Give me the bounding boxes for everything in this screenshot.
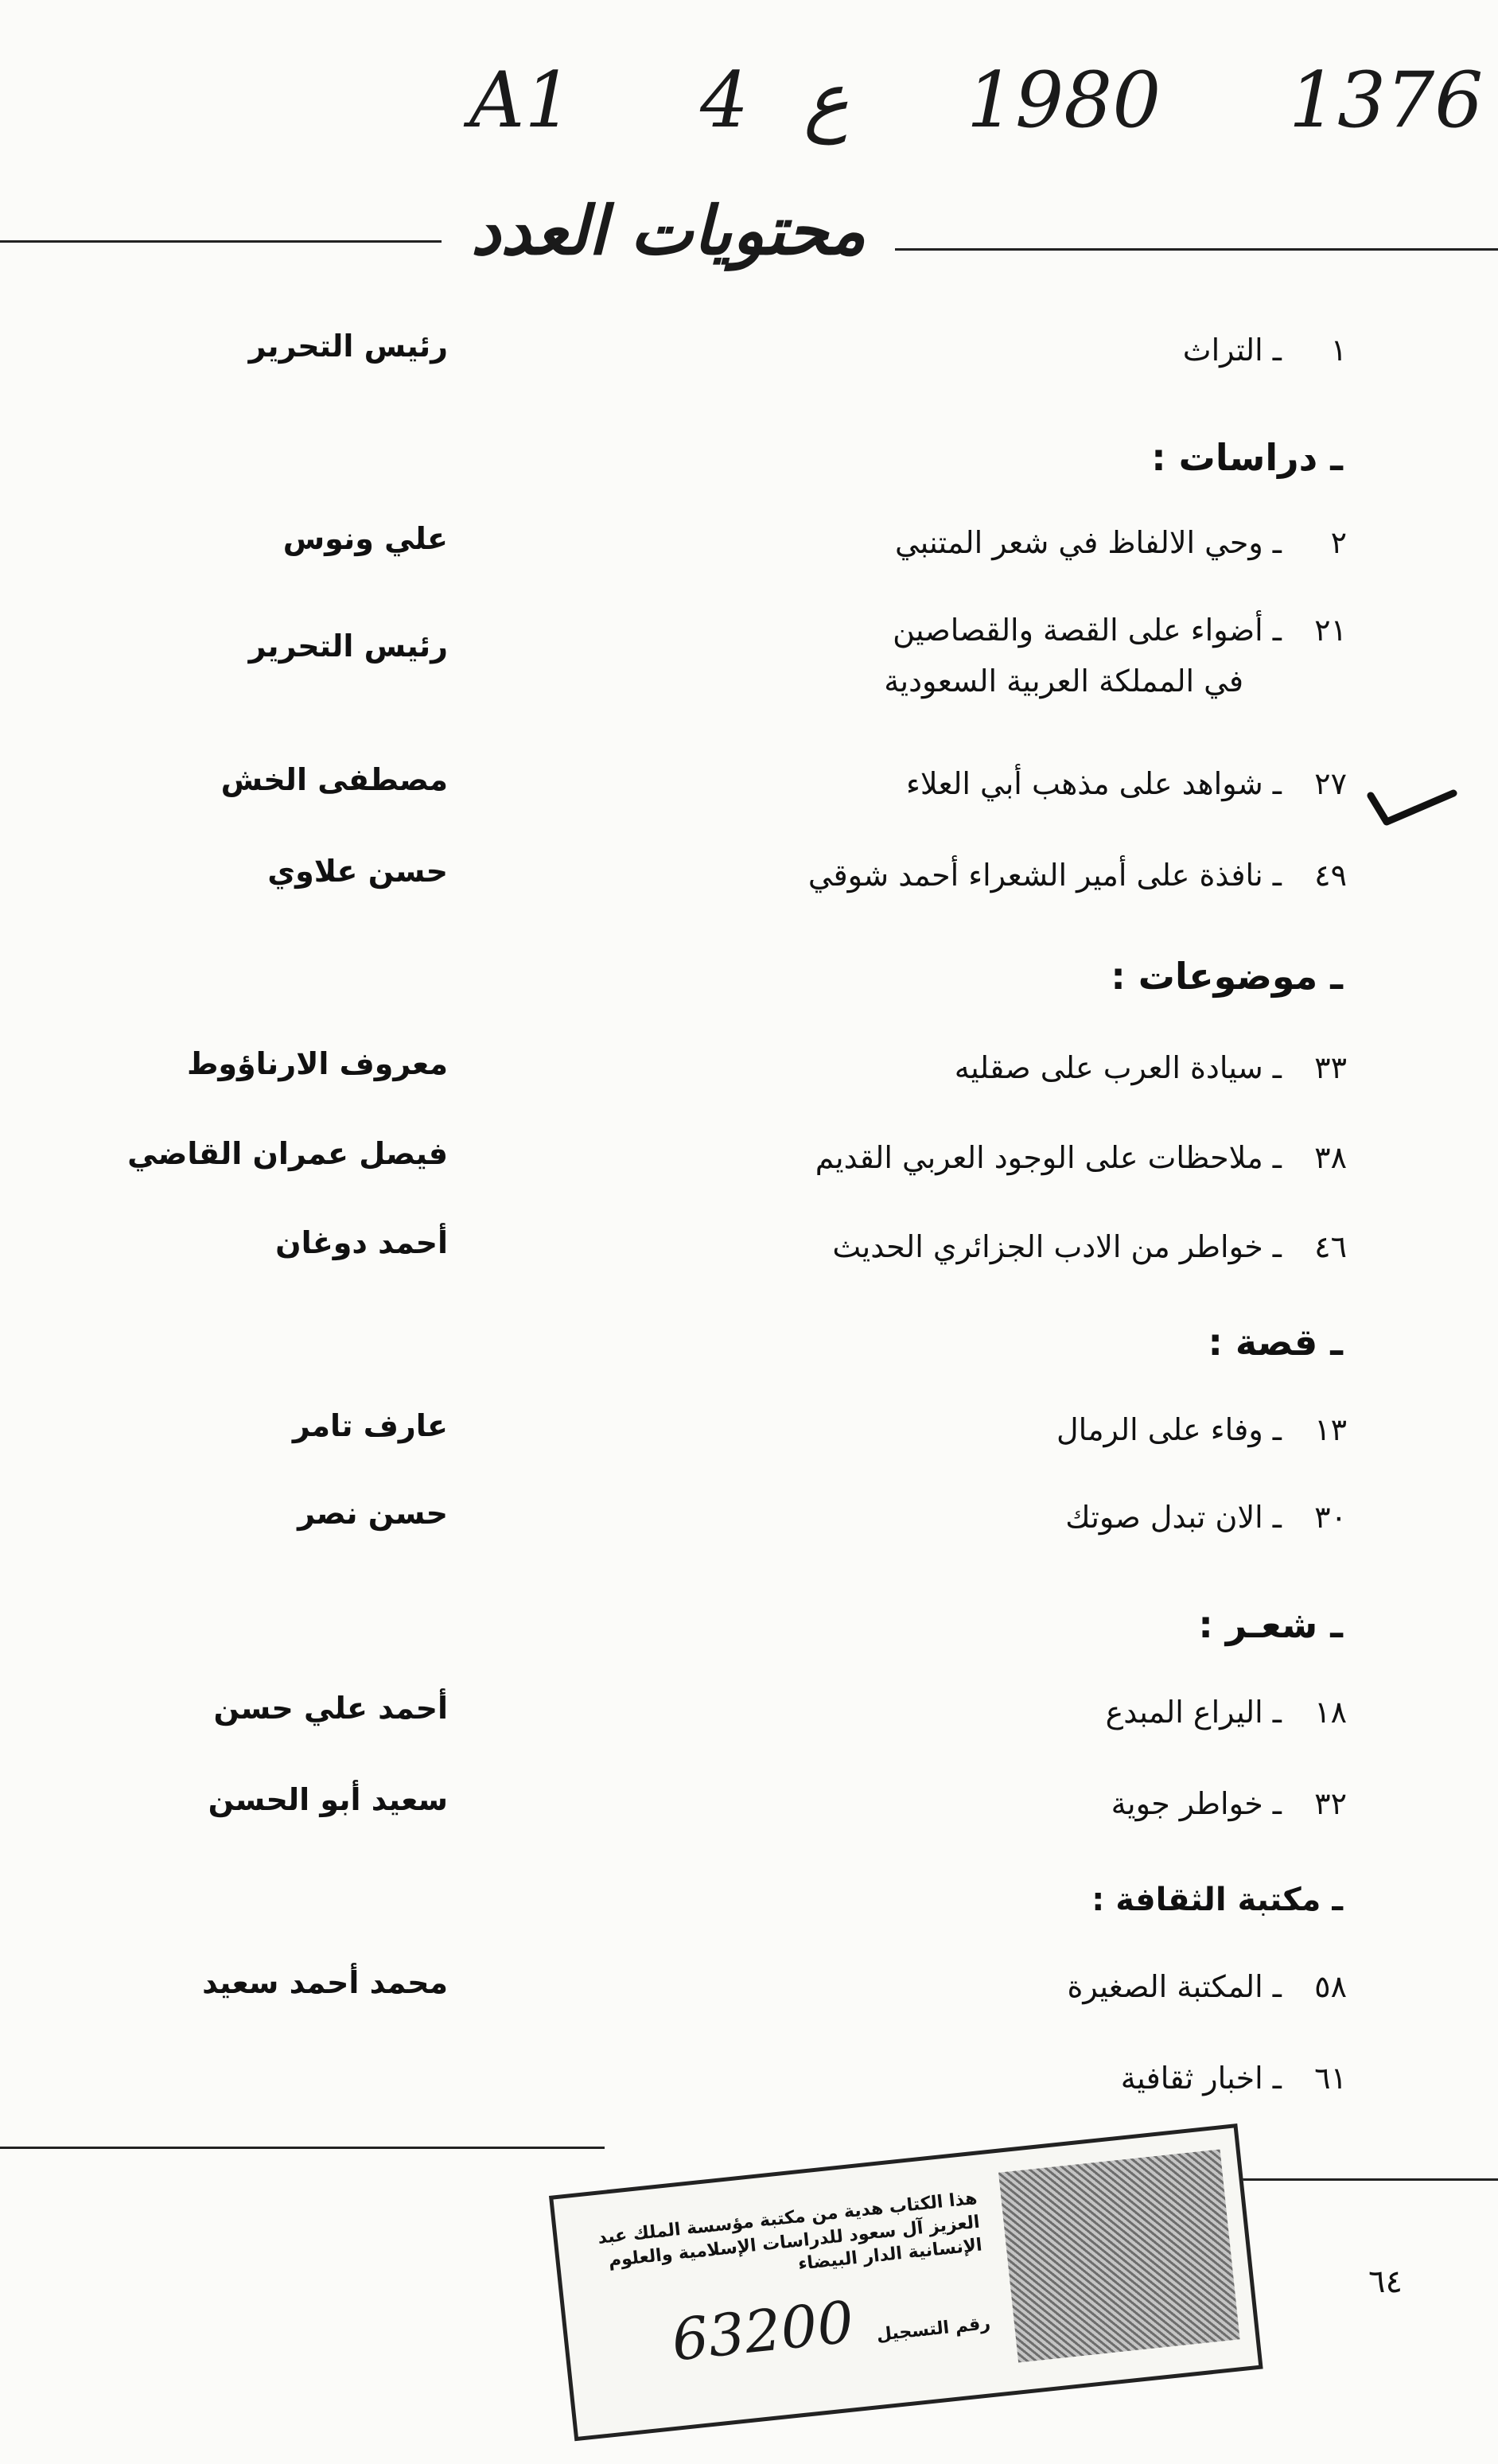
entry-dash: ـ <box>1263 1412 1291 1447</box>
page-ref: ١ <box>1330 333 1347 368</box>
article-title: خواطر من الادب الجزائري الحديث <box>832 1229 1263 1264</box>
toc-entry-line <box>832 1229 1347 1264</box>
issue-day: 4 <box>700 56 749 145</box>
entry-dash: ـ <box>1263 1050 1291 1085</box>
section-heading: ـ مكتبة الثقافة : <box>1091 1882 1343 1918</box>
article-title: خواطر جوية <box>1111 1786 1263 1821</box>
article-title: سيادة العرب على صقليه <box>954 1050 1263 1085</box>
toc-entry-line <box>955 1050 1347 1085</box>
entry-dash: ـ <box>1263 1229 1291 1264</box>
section-heading: ـ شعـر : <box>1198 1603 1343 1646</box>
title-rule-right <box>895 248 1498 251</box>
toc-entry <box>832 1229 1347 1264</box>
registration-number: 63200 <box>668 2288 858 2374</box>
article-title: ملاحظات على الوجود العربي القديم <box>815 1140 1263 1175</box>
entry-dash: ـ <box>1263 858 1291 893</box>
issue-code: A1 <box>469 56 574 145</box>
toc-entry <box>1111 1786 1347 1821</box>
author-name: مصطفى الخش <box>220 762 448 797</box>
author-name: حسن علاوي <box>267 854 448 889</box>
article-title-line2: في المملكة العربية السعودية <box>884 664 1243 699</box>
page-ref: ١٨ <box>1314 1695 1347 1730</box>
author-name: سعيد أبو الحسن <box>208 1782 448 1817</box>
toc-entry <box>895 525 1347 560</box>
bottom-rule-left <box>0 2147 605 2149</box>
toc-entry <box>955 1050 1347 1085</box>
author-name: معروف الارناؤوط <box>186 1046 448 1081</box>
page-ref: ٢ <box>1330 525 1347 560</box>
toc-entry-line <box>895 525 1347 560</box>
article-title: أضواء على القصة والقصاصين <box>893 613 1263 648</box>
toc-entry <box>1067 1969 1347 2004</box>
title-rule-left <box>0 240 442 243</box>
hijri-year: 1376 <box>1289 56 1484 145</box>
toc-entry <box>808 858 1347 893</box>
toc-entry <box>906 766 1347 801</box>
checkmark-icon <box>1364 776 1460 831</box>
author-name: علي ونوس <box>282 521 448 556</box>
issue-month: ع <box>803 56 850 145</box>
author-name: عارف تامر <box>292 1408 448 1443</box>
toc-entry <box>1183 333 1347 368</box>
toc-entry-line <box>808 858 1347 893</box>
toc-entry-line <box>906 766 1347 801</box>
toc-entry-line <box>1111 1786 1347 1821</box>
stamp-text: هذا الكتاب هدية من مكتبة مؤسسة الملك عبد العزيز آل سعود للدراسات الإسلامية والعلوم الإنسانية الدار البيضاء <box>597 2188 983 2275</box>
toc-entry <box>1056 1412 1347 1447</box>
entry-dash: ـ <box>1263 2061 1291 2096</box>
entry-dash: ـ <box>1263 1786 1291 1821</box>
article-title: وفاء على الرمال <box>1056 1412 1263 1447</box>
author-name: محمد أحمد سعيد <box>202 1965 448 2000</box>
library-stamp <box>549 2123 1263 2441</box>
author-name: فيصل عمران القاضي <box>127 1136 448 1171</box>
page-number: ٦٤ <box>1368 2264 1403 2300</box>
article-title: التراث <box>1182 333 1263 368</box>
issue-year: 1980 <box>967 56 1161 145</box>
entry-dash: ـ <box>1263 1500 1291 1535</box>
article-title: نافذة على أمير الشعراء أحمد شوقي <box>807 858 1263 893</box>
toc-entry <box>1065 1500 1347 1535</box>
article-title: شواهد على مذهب أبي العلاء <box>905 766 1263 801</box>
article-title: المكتبة الصغيرة <box>1067 1969 1263 2004</box>
entry-dash: ـ <box>1263 525 1291 560</box>
section-heading: ـ موضوعات : <box>1111 955 1343 998</box>
toc-entry-line <box>1056 1412 1347 1447</box>
toc-entry <box>1121 2061 1347 2096</box>
page-ref: ٣٠ <box>1314 1500 1347 1535</box>
author-name: حسن نصر <box>298 1496 448 1531</box>
registration-label: رقم التسجيل <box>875 2313 992 2345</box>
entry-dash: ـ <box>1263 1140 1291 1175</box>
article-title: اليراع المبدع <box>1105 1695 1263 1730</box>
toc-entry-line <box>1067 1969 1347 2004</box>
toc-entry <box>815 1140 1347 1175</box>
page-ref: ١٣ <box>1314 1412 1347 1447</box>
page-ref: ٥٨ <box>1314 1969 1347 2004</box>
article-title: اخبار ثقافية <box>1120 2061 1263 2096</box>
toc-entry-line <box>1121 2061 1347 2096</box>
author-name: رئيس التحرير <box>248 329 448 364</box>
entry-dash: ـ <box>1263 1695 1291 1730</box>
section-heading: ـ دراسات : <box>1151 436 1343 479</box>
toc-entry-line <box>893 613 1347 648</box>
entry-dash: ـ <box>1263 766 1291 801</box>
toc-entry <box>1106 1695 1347 1730</box>
entry-dash: ـ <box>1263 613 1291 648</box>
toc-entry-line <box>815 1140 1347 1175</box>
page-ref: ٣٢ <box>1314 1786 1347 1821</box>
page-ref: ٤٦ <box>1314 1229 1347 1264</box>
author-name: رئيس التحرير <box>248 629 448 664</box>
toc-entry-line <box>1106 1695 1347 1730</box>
page-title: محتويات العدد <box>470 191 866 270</box>
page-ref: ٢١ <box>1314 613 1347 648</box>
page-ref: ٣٣ <box>1314 1050 1347 1085</box>
section-heading: ـ قصة : <box>1208 1321 1343 1364</box>
entry-dash: ـ <box>1263 333 1291 368</box>
page-ref: ٦١ <box>1314 2061 1347 2096</box>
toc-entry <box>884 613 1347 699</box>
entry-dash: ـ <box>1263 1969 1291 2004</box>
toc-entry-line <box>1183 333 1347 368</box>
page-ref: ٣٨ <box>1314 1140 1347 1175</box>
author-name: أحمد دوغان <box>275 1225 448 1260</box>
article-title: الان تبدل صوتك <box>1065 1500 1263 1535</box>
stamp-photo <box>998 2150 1240 2363</box>
page-ref: ٢٧ <box>1314 766 1347 801</box>
page-ref: ٤٩ <box>1314 858 1347 893</box>
article-title: وحي الالفاظ في شعر المتنبي <box>894 525 1263 560</box>
author-name: أحمد علي حسن <box>213 1691 448 1726</box>
toc-entry-line <box>1065 1500 1347 1535</box>
